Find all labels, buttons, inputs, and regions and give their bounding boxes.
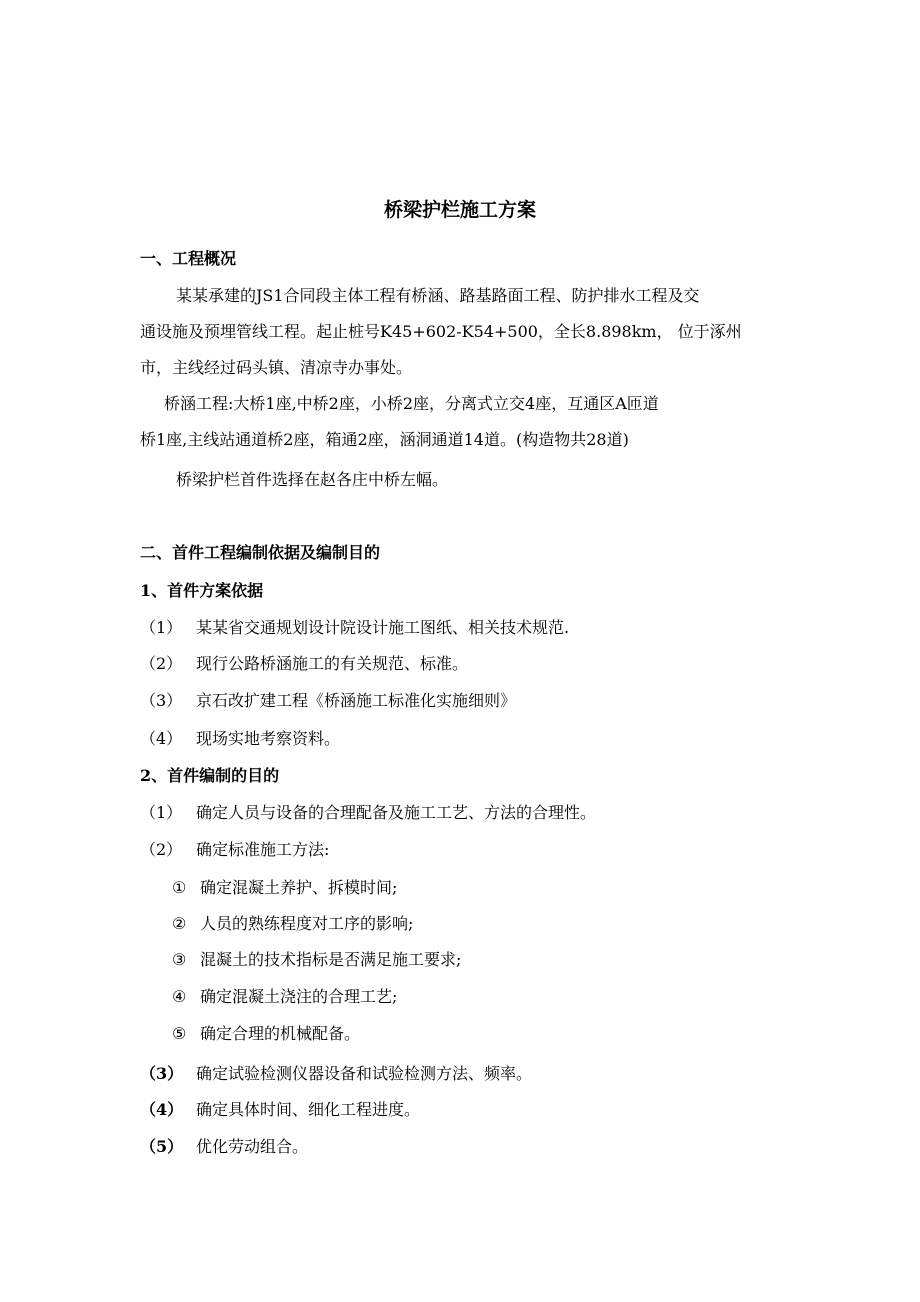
sub-list-item bbox=[172, 948, 461, 972]
list-item bbox=[140, 616, 569, 640]
sub-list-item bbox=[172, 985, 397, 1009]
bridge-works-paragraph-line: 桥涵工程:大桥1座,中桥2座，小桥2座，分离式立交4座，互通区A匝道 bbox=[164, 394, 659, 413]
list-item-number: （3） bbox=[140, 1064, 184, 1083]
list-item bbox=[140, 689, 516, 713]
list-item-text: 确定试验检测仪器设备和试验检测方法、频率。 bbox=[196, 1064, 533, 1083]
section-heading-basis: 二、首件工程编制依据及编制目的 bbox=[140, 543, 381, 562]
list-item-text: 某某省交通规划设计院设计施工图纸、相关技术规范. bbox=[196, 618, 570, 637]
list-item-text: 确定人员与设备的合理配备及施工工艺、方法的合理性。 bbox=[196, 803, 597, 822]
subsection-heading-purpose: 2、首件编制的目的 bbox=[140, 766, 280, 785]
sub-list-item-number: ⑤ bbox=[172, 1024, 187, 1043]
list-item-number: （3） bbox=[140, 691, 183, 710]
sub-list-item-text: 确定合理的机械配备。 bbox=[200, 1024, 361, 1043]
first-piece-location: 桥梁护栏首件选择在赵各庄中桥左幅。 bbox=[176, 470, 449, 489]
sub-list-item-number: ④ bbox=[172, 987, 187, 1006]
sub-list-item-text: 混凝土的技术指标是否满足施工要求; bbox=[200, 950, 462, 969]
sub-list-item-number: ③ bbox=[172, 950, 187, 969]
sub-list-item-text: 确定混凝土养护、拆模时间; bbox=[200, 878, 398, 897]
section-heading-overview: 一、工程概况 bbox=[140, 249, 237, 268]
overview-paragraph-line: 市，主线经过码头镇、清凉寺办事处。 bbox=[140, 358, 413, 377]
sub-list-item-text: 人员的熟练程度对工序的影响; bbox=[200, 914, 414, 933]
list-item bbox=[140, 838, 329, 862]
list-item bbox=[140, 1062, 532, 1086]
list-item-text: 现行公路桥涵施工的有关规范、标准。 bbox=[196, 654, 469, 673]
list-item-number: （1） bbox=[140, 618, 183, 637]
list-item-text: 确定具体时间、细化工程进度。 bbox=[196, 1100, 421, 1119]
sub-list-item-text: 确定混凝土浇注的合理工艺; bbox=[200, 987, 398, 1006]
document-title: 桥梁护栏施工方案 bbox=[383, 199, 536, 221]
list-item-number: （4） bbox=[140, 729, 183, 748]
sub-list-item bbox=[172, 912, 413, 936]
list-item bbox=[140, 1098, 420, 1122]
list-item bbox=[140, 801, 596, 825]
list-item bbox=[140, 727, 340, 751]
overview-paragraph-line: 通设施及预埋管线工程。起止桩号K45+602-K54+500，全长8.898km， 位于涿州 bbox=[140, 322, 742, 341]
sub-list-item bbox=[172, 1022, 360, 1046]
list-item-number: （1） bbox=[140, 803, 183, 822]
list-item bbox=[140, 1135, 308, 1159]
list-item-text: 确定标准施工方法: bbox=[196, 840, 330, 859]
subsection-heading-basis: 1、首件方案依据 bbox=[140, 581, 264, 600]
list-item-number: （4） bbox=[140, 1100, 184, 1119]
sub-list-item bbox=[172, 876, 397, 900]
overview-paragraph-line: 某某承建的JS1合同段主体工程有桥涵、路基路面工程、防护排水工程及交 bbox=[176, 286, 700, 305]
list-item-text: 京石改扩建工程《桥涵施工标准化实施细则》 bbox=[196, 691, 517, 710]
sub-list-item-number: ① bbox=[172, 878, 187, 897]
bridge-works-paragraph-line: 桥1座,主线站通道桥2座，箱通2座，涵洞通道14道。(构造物共28道) bbox=[140, 430, 629, 449]
list-item-number: （5） bbox=[140, 1137, 184, 1156]
list-item-text: 优化劳动组合。 bbox=[196, 1137, 309, 1156]
list-item bbox=[140, 652, 468, 676]
list-item-number: （2） bbox=[140, 654, 183, 673]
list-item-number: （2） bbox=[140, 840, 183, 859]
list-item-text: 现场实地考察资料。 bbox=[196, 729, 341, 748]
sub-list-item-number: ② bbox=[172, 914, 187, 933]
